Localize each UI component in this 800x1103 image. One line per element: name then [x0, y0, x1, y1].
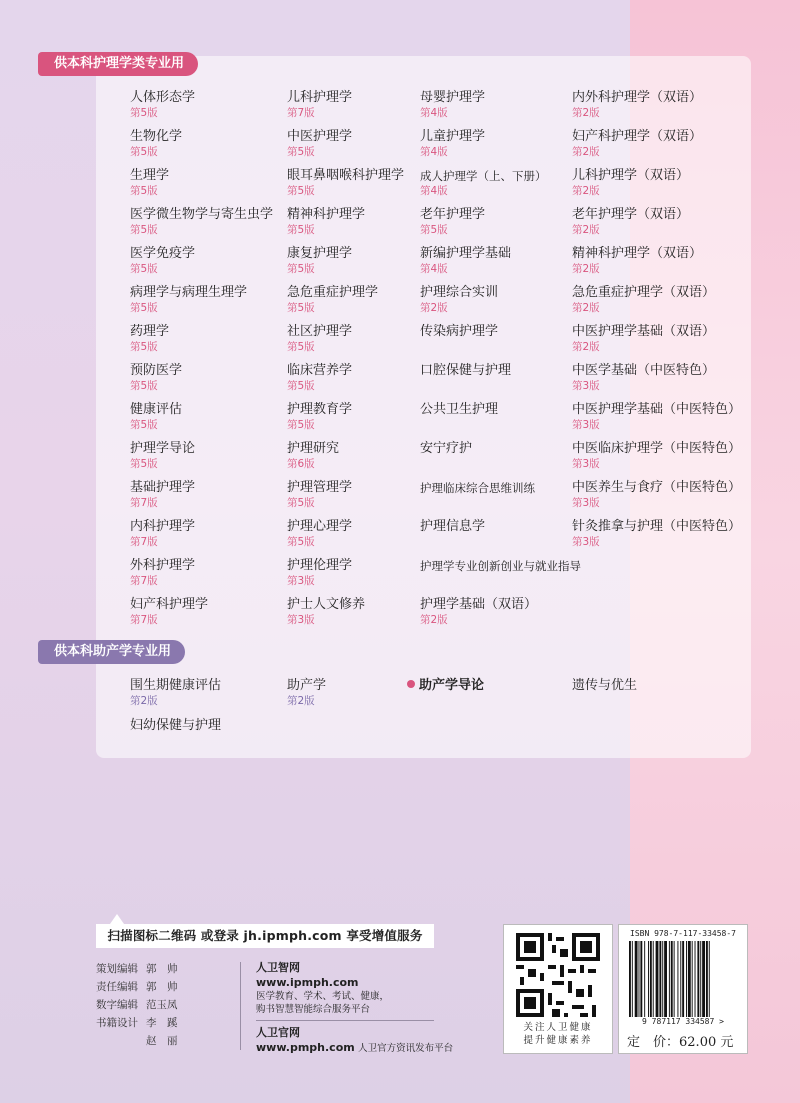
book-title: [287, 519, 352, 535]
book-title: [420, 519, 485, 535]
book-edition: 第5版: [287, 536, 315, 548]
book-title-text: 中医学基础（中医特色）: [572, 363, 716, 378]
zhiwang-desc-1: 医学教育、学术、考试、健康，: [256, 991, 390, 1002]
section-midwifery-label: 供本科助产学专业用: [38, 640, 185, 664]
qr-code-box: [503, 924, 613, 1054]
book-edition: 第5版: [130, 146, 158, 158]
book-item: [420, 129, 485, 159]
book-item: [572, 168, 689, 198]
book-title: [420, 441, 472, 457]
book-item: [287, 678, 326, 708]
book-title-text: 护理教育学: [287, 402, 353, 417]
credit-row: [96, 1032, 178, 1050]
book-title-text: 医学微生物学与寄生虫学: [130, 207, 274, 222]
book-item: [287, 558, 352, 588]
book-edition: 第5版: [130, 263, 158, 275]
book-item: [130, 402, 182, 432]
book-title-text: 药理学: [130, 324, 170, 339]
credit-name: 范玉凤: [146, 999, 178, 1011]
book-title: [287, 363, 352, 379]
book-edition: 第5版: [287, 419, 315, 431]
book-title: [420, 324, 498, 340]
book-title: [420, 402, 498, 418]
book-title-text: 护士人文修养: [287, 597, 366, 612]
book-item: [130, 718, 221, 734]
book-title: [287, 246, 352, 262]
book-edition: 第5版: [130, 458, 158, 470]
book-title: [130, 597, 208, 613]
isbn-box: [618, 924, 748, 1054]
book-edition: 第7版: [287, 107, 315, 119]
book-item: [572, 129, 702, 159]
book-item: [287, 90, 352, 120]
book-title-text: 儿科护理学: [287, 90, 353, 105]
book-edition: 第7版: [130, 575, 158, 587]
book-title-text: 中医护理学基础（双语）: [572, 324, 716, 339]
book-title: [287, 129, 352, 145]
book-title: [130, 168, 169, 184]
barcode-digits: 9 787117 334587 >: [642, 1017, 724, 1026]
credit-role: 责任编辑: [96, 981, 138, 993]
book-title: [420, 597, 537, 613]
book-title: [572, 363, 715, 379]
book-item: [420, 402, 498, 418]
book-item: [420, 246, 511, 276]
book-title-text: 预防医学: [130, 363, 183, 378]
book-item: [572, 207, 689, 237]
book-title-text: 新编护理学基础: [420, 246, 512, 261]
book-title-text: 母婴护理学: [420, 90, 486, 105]
book-title-text: 基础护理学: [130, 480, 196, 495]
book-item: [287, 363, 352, 393]
book-item: [572, 246, 702, 276]
book-item: [572, 402, 741, 432]
book-item: [420, 90, 485, 120]
book-title: [572, 90, 702, 106]
credits-list: [96, 960, 178, 1050]
book-edition: 第5版: [287, 302, 315, 314]
book-title-text: 助产学导论: [419, 678, 485, 693]
book-title-text: 临床营养学: [287, 363, 353, 378]
book-title: [287, 324, 352, 340]
book-edition: 第6版: [287, 458, 315, 470]
book-item: [420, 558, 581, 574]
book-item: [572, 441, 741, 471]
book-title-text: 急危重症护理学（双语）: [572, 285, 716, 300]
book-title-text: 安宁疗护: [420, 441, 473, 456]
guanwang-url[interactable]: www.pmph.com: [256, 1041, 355, 1054]
book-edition: 第2版: [287, 695, 315, 707]
book-title: [287, 90, 352, 106]
book-item: [287, 168, 404, 198]
book-title-text: 内科护理学: [130, 519, 196, 534]
book-edition: 第2版: [572, 185, 600, 197]
book-item: [420, 285, 498, 315]
guanwang-title: 人卫官网: [256, 1026, 300, 1039]
credit-row: [96, 960, 178, 978]
book-title-text: 老年护理学: [420, 207, 486, 222]
book-title: [420, 363, 511, 379]
guanwang-desc: 人卫官方资讯发布平台: [358, 1043, 454, 1054]
book-item: [130, 558, 195, 588]
book-item: [287, 402, 352, 432]
book-title-text: 传染病护理学: [420, 324, 499, 339]
barcode-icon: [629, 941, 737, 1021]
qr-caption-line-2: 提升健康素养: [523, 1035, 593, 1046]
book-title: [420, 285, 498, 301]
book-title: [572, 402, 741, 418]
book-title-text: 护理学专业创新创业与就业指导: [420, 559, 581, 573]
book-title: [287, 558, 352, 574]
book-edition: 第2版: [572, 107, 600, 119]
book-title-text: 急危重症护理学: [287, 285, 379, 300]
book-title: [287, 168, 404, 184]
book-title-text: 老年护理学（双语）: [572, 207, 690, 222]
book-item: [130, 90, 195, 120]
book-title: [407, 678, 484, 694]
book-edition: 第5版: [130, 185, 158, 197]
book-title-text: 精神科护理学（双语）: [572, 246, 703, 261]
book-edition: 第3版: [572, 419, 600, 431]
book-edition: 第2版: [572, 224, 600, 236]
book-item: [287, 246, 352, 276]
book-title-text: 护理学基础（双语）: [420, 597, 538, 612]
qr-code-icon[interactable]: [516, 933, 600, 1017]
book-title: [287, 285, 378, 301]
book-edition: 第2版: [572, 302, 600, 314]
book-item: [130, 678, 221, 708]
book-title: [130, 324, 169, 340]
book-edition: 第4版: [420, 185, 448, 197]
book-title: [420, 480, 535, 496]
book-title-text: 护理研究: [287, 441, 340, 456]
book-item: [130, 285, 247, 315]
book-item: [130, 324, 169, 354]
book-item: [287, 324, 352, 354]
book-title-text: 针灸推拿与护理（中医特色）: [572, 519, 742, 534]
book-title-text: 护理信息学: [420, 519, 486, 534]
book-title: [287, 678, 326, 694]
book-title: [130, 558, 195, 574]
zhiwang-title: 人卫智网: [256, 961, 300, 974]
zhiwang-desc-2: 购书智慧智能综合服务平台: [256, 1004, 371, 1015]
book-title-text: 生理学: [130, 168, 170, 183]
book-title-text: 中医护理学基础（中医特色）: [572, 402, 742, 417]
book-title: [572, 246, 702, 262]
book-edition: 第2版: [572, 146, 600, 158]
book-title-text: 眼耳鼻咽喉科护理学: [287, 168, 405, 183]
book-edition: 第5版: [287, 146, 315, 158]
book-item: [287, 480, 352, 510]
zhiwang-url[interactable]: www.ipmph.com: [256, 976, 359, 989]
book-edition: 第3版: [572, 458, 600, 470]
book-item: [287, 129, 352, 159]
book-edition: 第3版: [287, 575, 315, 587]
book-edition: 第4版: [420, 146, 448, 158]
book-title-text: 社区护理学: [287, 324, 353, 339]
book-item: [130, 480, 195, 510]
book-title-text: 病理学与病理生理学: [130, 285, 248, 300]
book-title-text: 护理管理学: [287, 480, 353, 495]
guanwang-line: [256, 1040, 453, 1055]
book-edition: 第2版: [572, 341, 600, 353]
book-title-text: 口腔保健与护理: [420, 363, 512, 378]
book-item: [130, 441, 195, 471]
divider: [256, 1020, 434, 1021]
book-title: [572, 129, 702, 145]
book-edition: 第7版: [130, 536, 158, 548]
book-item: [420, 363, 511, 379]
book-title-text: 妇产科护理学: [130, 597, 209, 612]
book-item: [572, 363, 715, 393]
book-edition: 第4版: [420, 107, 448, 119]
book-edition: 第5版: [130, 224, 158, 236]
credit-row: [96, 1014, 178, 1032]
book-title: [287, 597, 365, 613]
book-title-text: 助产学: [287, 678, 327, 693]
book-item: [420, 597, 537, 627]
book-edition: 第2版: [420, 302, 448, 314]
book-item: [407, 678, 484, 694]
book-title-text: 精神科护理学: [287, 207, 366, 222]
book-title: [420, 558, 581, 574]
credit-role: 书籍设计: [96, 1017, 138, 1029]
book-title-text: 遗传与优生: [572, 678, 638, 693]
book-title-text: 儿童护理学: [420, 129, 486, 144]
book-title: [572, 324, 715, 340]
book-item: [287, 207, 365, 237]
price: [627, 1031, 733, 1050]
book-title: [420, 168, 547, 184]
book-edition: 第7版: [130, 497, 158, 509]
book-item: [420, 480, 535, 496]
book-edition: 第5版: [130, 341, 158, 353]
book-edition: 第5版: [287, 224, 315, 236]
book-edition: 第5版: [287, 341, 315, 353]
book-title: [572, 519, 741, 535]
book-title: [420, 246, 511, 262]
publisher-info: [256, 960, 453, 1055]
book-title: [130, 718, 221, 734]
book-edition: 第3版: [572, 536, 600, 548]
book-item: [130, 207, 273, 237]
book-edition: 第3版: [572, 497, 600, 509]
book-item: [572, 480, 741, 510]
book-item: [420, 324, 498, 340]
book-item: [287, 519, 352, 549]
book-title-text: 护理学导论: [130, 441, 196, 456]
book-edition: 第5版: [287, 497, 315, 509]
book-item: [420, 207, 485, 237]
book-edition: 第4版: [420, 263, 448, 275]
book-item: [130, 519, 195, 549]
book-title: [287, 441, 339, 457]
book-title: [130, 678, 221, 694]
book-title: [287, 480, 352, 496]
book-edition: 第3版: [572, 380, 600, 392]
book-title-text: 公共卫生护理: [420, 402, 499, 417]
book-title: [130, 363, 182, 379]
book-title-text: 儿科护理学（双语）: [572, 168, 690, 183]
credit-role: 数字编辑: [96, 999, 138, 1011]
book-edition: 第2版: [130, 695, 158, 707]
book-edition: 第5版: [130, 380, 158, 392]
book-title-text: 护理临床综合思维训练: [420, 481, 535, 495]
book-edition: 第5版: [130, 302, 158, 314]
book-edition: 第5版: [287, 380, 315, 392]
book-title-text: 护理伦理学: [287, 558, 353, 573]
credit-row: [96, 996, 178, 1014]
book-title: [572, 168, 689, 184]
book-item: [572, 678, 637, 694]
book-title: [420, 129, 485, 145]
book-item: [572, 90, 702, 120]
book-title: [130, 246, 195, 262]
book-title: [420, 207, 485, 223]
book-title-text: 围生期健康评估: [130, 678, 222, 693]
book-title: [130, 441, 195, 457]
book-item: [572, 519, 741, 549]
price-value: 62.00 元: [679, 1035, 734, 1050]
book-edition: 第2版: [572, 263, 600, 275]
book-title: [287, 207, 365, 223]
book-item: [287, 285, 378, 315]
value-added-notice: 扫描图标二维码 或登录 jh.ipmph.com 享受增值服务: [96, 924, 434, 948]
book-edition: 第5版: [287, 185, 315, 197]
book-title: [572, 480, 741, 496]
book-item: [287, 597, 365, 627]
book-title-text: 护理综合实训: [420, 285, 499, 300]
book-edition: 第5版: [130, 107, 158, 119]
book-item: [130, 129, 182, 159]
book-title-text: 健康评估: [130, 402, 183, 417]
book-title-text: 人体形态学: [130, 90, 196, 105]
book-title: [130, 90, 195, 106]
book-title-text: 中医临床护理学（中医特色）: [572, 441, 742, 456]
book-item: [572, 324, 715, 354]
book-item: [420, 168, 547, 198]
price-label: 定 价：: [627, 1035, 680, 1050]
book-title: [572, 207, 689, 223]
book-item: [130, 363, 182, 393]
book-item: [420, 519, 485, 535]
book-title-text: 妇幼保健与护理: [130, 718, 222, 733]
book-title: [130, 480, 195, 496]
book-title: [572, 285, 715, 301]
credit-row: [96, 978, 178, 996]
book-title: [287, 402, 352, 418]
book-title-text: 中医护理学: [287, 129, 353, 144]
book-title: [572, 678, 637, 694]
book-edition: 第5版: [420, 224, 448, 236]
book-title: [130, 285, 247, 301]
isbn-number: ISBN 978-7-117-33458-7: [630, 929, 736, 938]
bullet-icon: [407, 680, 415, 688]
book-item: [420, 441, 472, 457]
book-title-text: 中医养生与食疗（中医特色）: [572, 480, 742, 495]
book-item: [572, 285, 715, 315]
notice-pointer: [110, 914, 124, 924]
credit-role: 策划编辑: [96, 963, 138, 975]
book-item: [130, 168, 169, 198]
book-title-text: 成人护理学（上、下册）: [420, 169, 547, 183]
book-title: [130, 402, 182, 418]
credit-name: 赵 丽: [146, 1035, 178, 1047]
book-title-text: 康复护理学: [287, 246, 353, 261]
book-item: [130, 246, 195, 276]
book-title: [130, 519, 195, 535]
book-title-text: 内外科护理学（双语）: [572, 90, 703, 105]
credit-name: 郭 帅: [146, 981, 178, 993]
book-edition: 第2版: [420, 614, 448, 626]
book-edition: 第7版: [130, 614, 158, 626]
book-title-text: 妇产科护理学（双语）: [572, 129, 703, 144]
book-title-text: 护理心理学: [287, 519, 353, 534]
book-title-text: 生物化学: [130, 129, 183, 144]
divider: [240, 962, 241, 1050]
section-nursing-label: 供本科护理学类专业用: [38, 52, 198, 76]
book-title: [130, 129, 182, 145]
book-title: [572, 441, 741, 457]
qr-caption: [504, 1021, 612, 1047]
book-edition: 第5版: [130, 419, 158, 431]
qr-caption-line-1: 关注人卫健康: [523, 1022, 593, 1033]
credit-name: 李 蹊: [146, 1017, 178, 1029]
credit-name: 郭 帅: [146, 963, 178, 975]
book-item: [130, 597, 208, 627]
book-edition: 第3版: [287, 614, 315, 626]
book-title: [130, 207, 273, 223]
book-title: [420, 90, 485, 106]
book-item: [287, 441, 339, 471]
book-edition: 第5版: [287, 263, 315, 275]
book-title-text: 外科护理学: [130, 558, 196, 573]
book-title-text: 医学免疫学: [130, 246, 196, 261]
